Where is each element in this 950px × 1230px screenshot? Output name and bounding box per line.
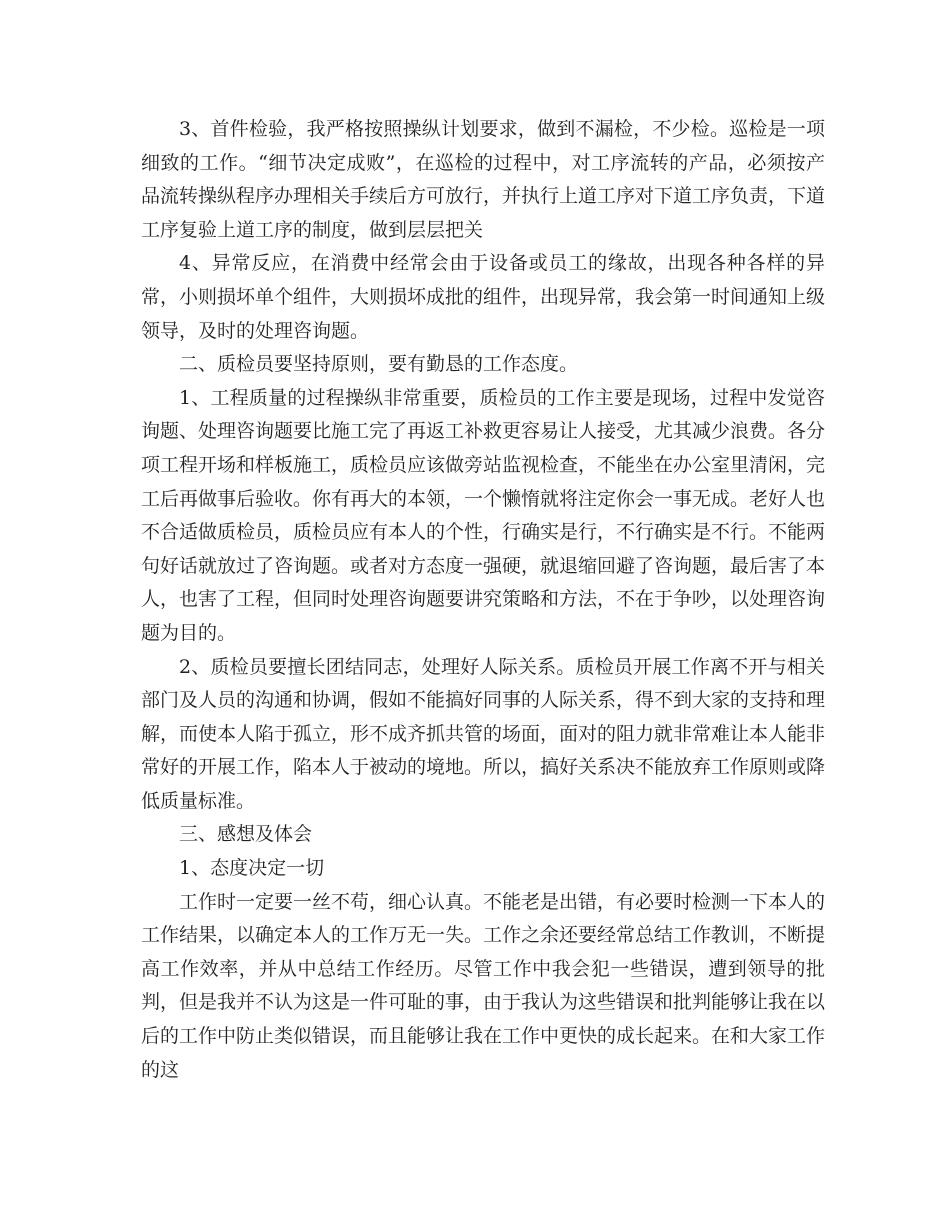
paragraph-attitude: 工作时一定要一丝不苟，细心认真。不能老是出错，有必要时检测一下本人的工作结果，以确定本人的工作万无一失。工作之余还要经常总结工作教训，不断提高工作效率，并从中总结工作经历。尽管工作中我会犯一些错误，遭到领导的批判，但是我并不认为这是一件可耻的事，由于我认为这些错误和批判能够让我在以后的工作中防止类似错误，而且能够让我在工作中更快的成长起来。在和大家工作的这 <box>141 890 826 1081</box>
section-heading-principles: 二、质检员要坚持原则，要有勤恳的工作态度。 <box>179 353 579 376</box>
document-body <box>141 113 825 1087</box>
paragraph-first-inspection: 3、首件检验，我严格按照操纵计划要求，做到不漏检，不少检。巡检是一项细致的工作。“细节决定成败”，在巡检的过程中，对工序流转的产品，必须按产品流转操纵程序办理相关手续后方可放行，并执行上道工序对下道工序负责，下道工序复验上道工序的制度，做到层层把关 <box>141 118 826 241</box>
paragraph-relationships: 2、质检员要擅长团结同志，处理好人际关系。质检员开展工作离不开与相关部门及人员的沟通和协调，假如不能搞好同事的人际关系，得不到大家的支持和理解，而使本人陷于孤立，形不成齐抓共管的场面，面对的阻力就非常难让本人能非常好的开展工作，陷本人于被动的境地。所以，搞好关系决不能放弃工作原则或降低质量标准。 <box>141 655 826 812</box>
paragraph-process-control: 1、工程质量的过程操纵非常重要，质检员的工作主要是现场，过程中发觉咨询题、处理咨询题要比施工完了再返工补救更容易让人接受，尤其减少浪费。各分项工程开场和样板施工，质检员应该做旁站监视检查，不能坐在办公室里清闲，完工后再做事后验收。你有再大的本领，一个懒惰就将注定你会一事无成。老好人也不合适做质检员，质检员应有本人的个性，行确实是行，不行确实是不行。不能两句好话就放过了咨询题。或者对方态度一强硬，就退缩回避了咨询题，最后害了本人，也害了工程，但同时处理咨询题要讲究策略和方法，不在于争吵，以处理咨询题为目的。 <box>141 386 826 644</box>
paragraph-abnormal-response: 4、异常反应，在消费中经常会由于设备或员工的缘故，出现各种各样的异常，小则损坏单个组件，大则损坏成批的组件，出现异常，我会第一时间通知上级领导，及时的处理咨询题。 <box>141 252 826 342</box>
section-heading-reflections: 三、感想及体会 <box>179 823 313 846</box>
subheading-attitude: 1、态度决定一切 <box>179 857 325 880</box>
